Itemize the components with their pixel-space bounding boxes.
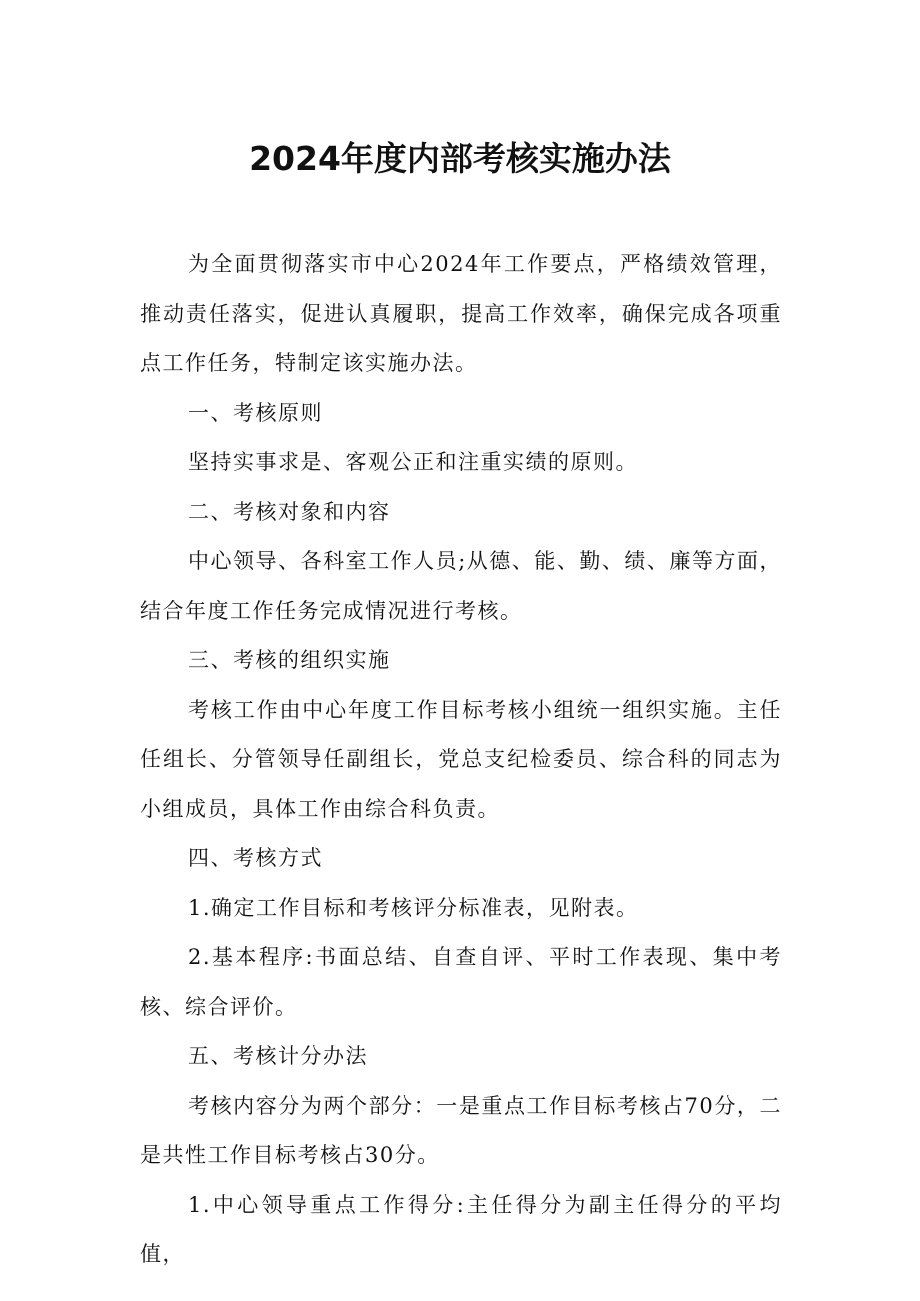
paragraph-method-1: 1.确定工作目标和考核评分标准表，见附表。 [188, 895, 639, 920]
paragraph-intro: 为全面贯彻落实市中心2024年工作要点，严格绩效管理，推动责任落实，促进认真履职，提高工作效率，确保完成各项重点工作任务，特制定该实施办法。 [140, 252, 782, 375]
paragraph-organization: 考核工作由中心年度工作目标考核小组统一组织实施。主任任组长、分管领导任副组长，党总支纪检委员、综合科的同志为小组成员，具体工作由综合科负责。 [140, 697, 782, 821]
paragraph-principles: 坚持实事求是、客观公正和注重实绩的原则。 [188, 450, 638, 474]
document-title: 2024年度内部考核实施办法 [249, 139, 671, 178]
paragraph-method-2: 2.基本程序:书面总结、自查自评、平时工作表现、集中考核、综合评价。 [140, 945, 782, 1019]
paragraph-scoring-1: 1.中心领导重点工作得分:主任得分为副主任得分的平均值， [140, 1192, 782, 1266]
document-body [140, 240, 782, 1280]
section-heading-targets: 二、考核对象和内容 [188, 499, 391, 524]
paragraph-scoring: 考核内容分为两个部分：一是重点工作目标考核占70分，二是共性工作目标考核占30分。 [140, 1093, 782, 1167]
section-heading-organization: 三、考核的组织实施 [188, 648, 391, 672]
section-heading-scoring: 五、考核计分办法 [188, 1044, 368, 1068]
paragraph-targets: 中心领导、各科室工作人员;从德、能、勤、绩、廉等方面，结合年度工作任务完成情况进行考核。 [140, 549, 782, 623]
section-heading-principles: 一、考核原则 [188, 400, 323, 425]
section-heading-method: 四、考核方式 [188, 846, 323, 870]
